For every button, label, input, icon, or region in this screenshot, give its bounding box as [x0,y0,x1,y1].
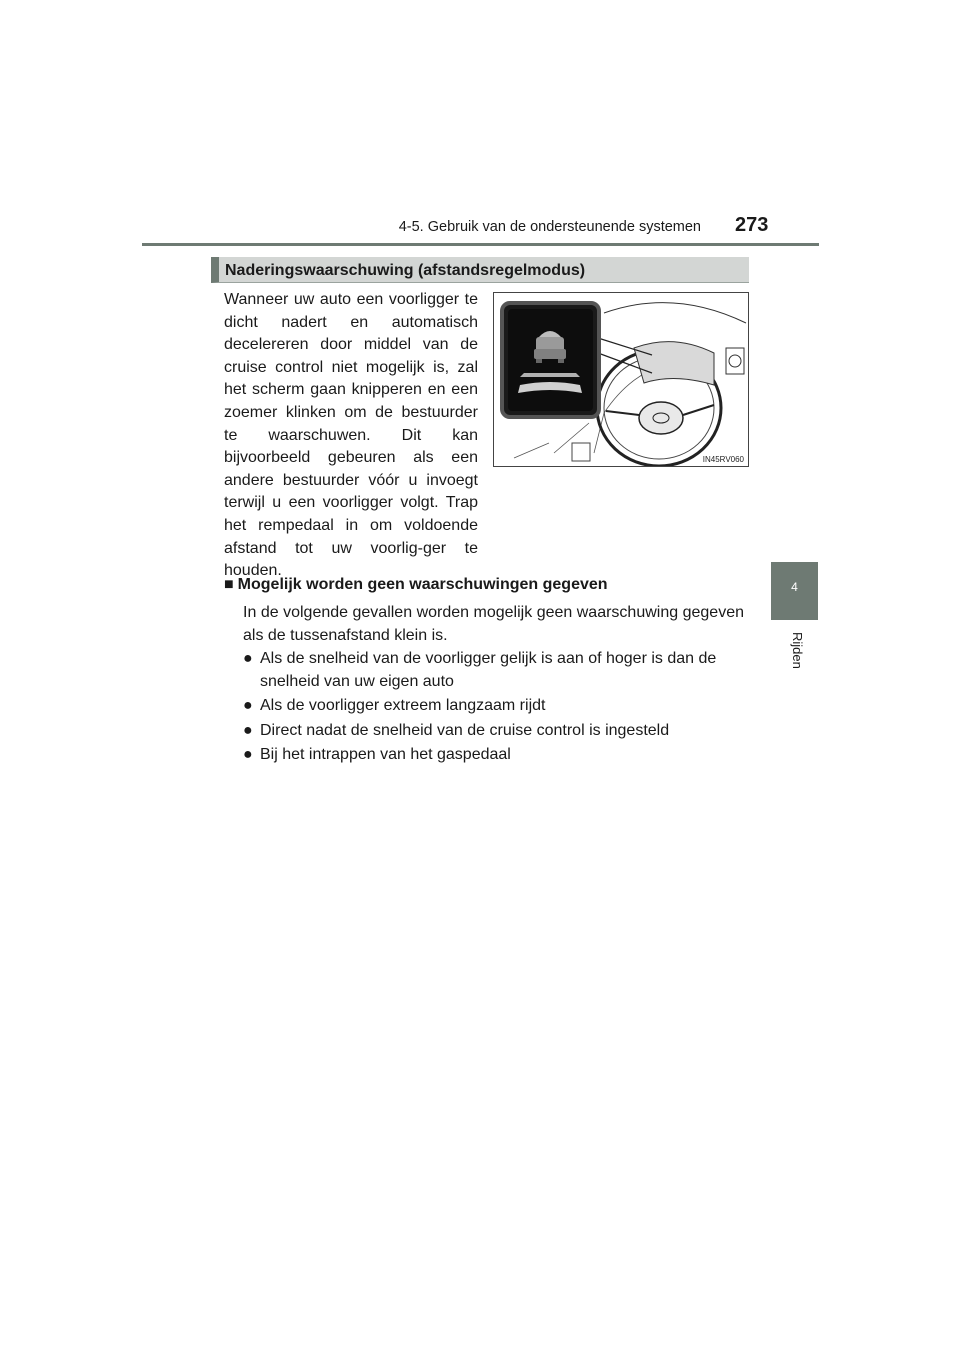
list-item [243,720,747,743]
dashboard-illustration [493,292,749,467]
section-heading: Naderingswaarschuwing (afstandsregelmodus) [211,257,749,283]
intro-paragraph: Wanneer uw auto een voorligger te dicht nadert en automatisch decelereren door middel van de cruise control niet mogelijk is, zal het scherm gaan knipperen en een zoemer klinken om de bestuurder te waarschuwen. Dit kan bijvoorbeeld gebeuren als een andere bestuurder vóór u invoegt terwijl u een voorligger volgt. Trap het rempedaal in om voldoende afstand tot uw voorlig-ger te houden. [224,291,478,580]
list-item [243,648,747,693]
list-item-text: Als de voorligger extreem langzaam rijdt [260,697,546,715]
subsection-heading-text: Mogelijk worden geen waarschuwingen gegeven [237,576,608,593]
subsection-heading [224,576,754,594]
chapter-tab[interactable]: 4 [771,562,818,620]
subsection-paragraph: In de volgende gevallen worden mogelijk geen waarschuwing gegeven als de tussenafstand klein is. [243,604,744,644]
bullet-icon: ● [243,746,253,764]
chapter-label: Rijden [790,632,805,669]
list-item [243,744,747,767]
list-item-text: Bij het intrappen van het gaspedaal [260,746,511,764]
bullet-icon: ● [243,697,253,715]
heading-marker: ■ [224,576,234,593]
list-item [243,695,747,718]
figure-code: IN45RV060 [702,455,744,464]
list-item-text: Direct nadat de snelheid van de cruise control is ingesteld [260,721,670,739]
bullet-list [243,648,747,769]
page-number: 273 [735,214,769,236]
bullet-icon: ● [243,650,253,667]
running-header: 4-5. Gebruik van de ondersteunende systemen [398,219,701,235]
bullet-icon: ● [243,721,253,739]
header-divider [142,243,819,246]
list-item-text: Als de snelheid van de voorligger gelijk is aan of hoger is dan de snelheid van uw eigen auto [260,650,717,690]
